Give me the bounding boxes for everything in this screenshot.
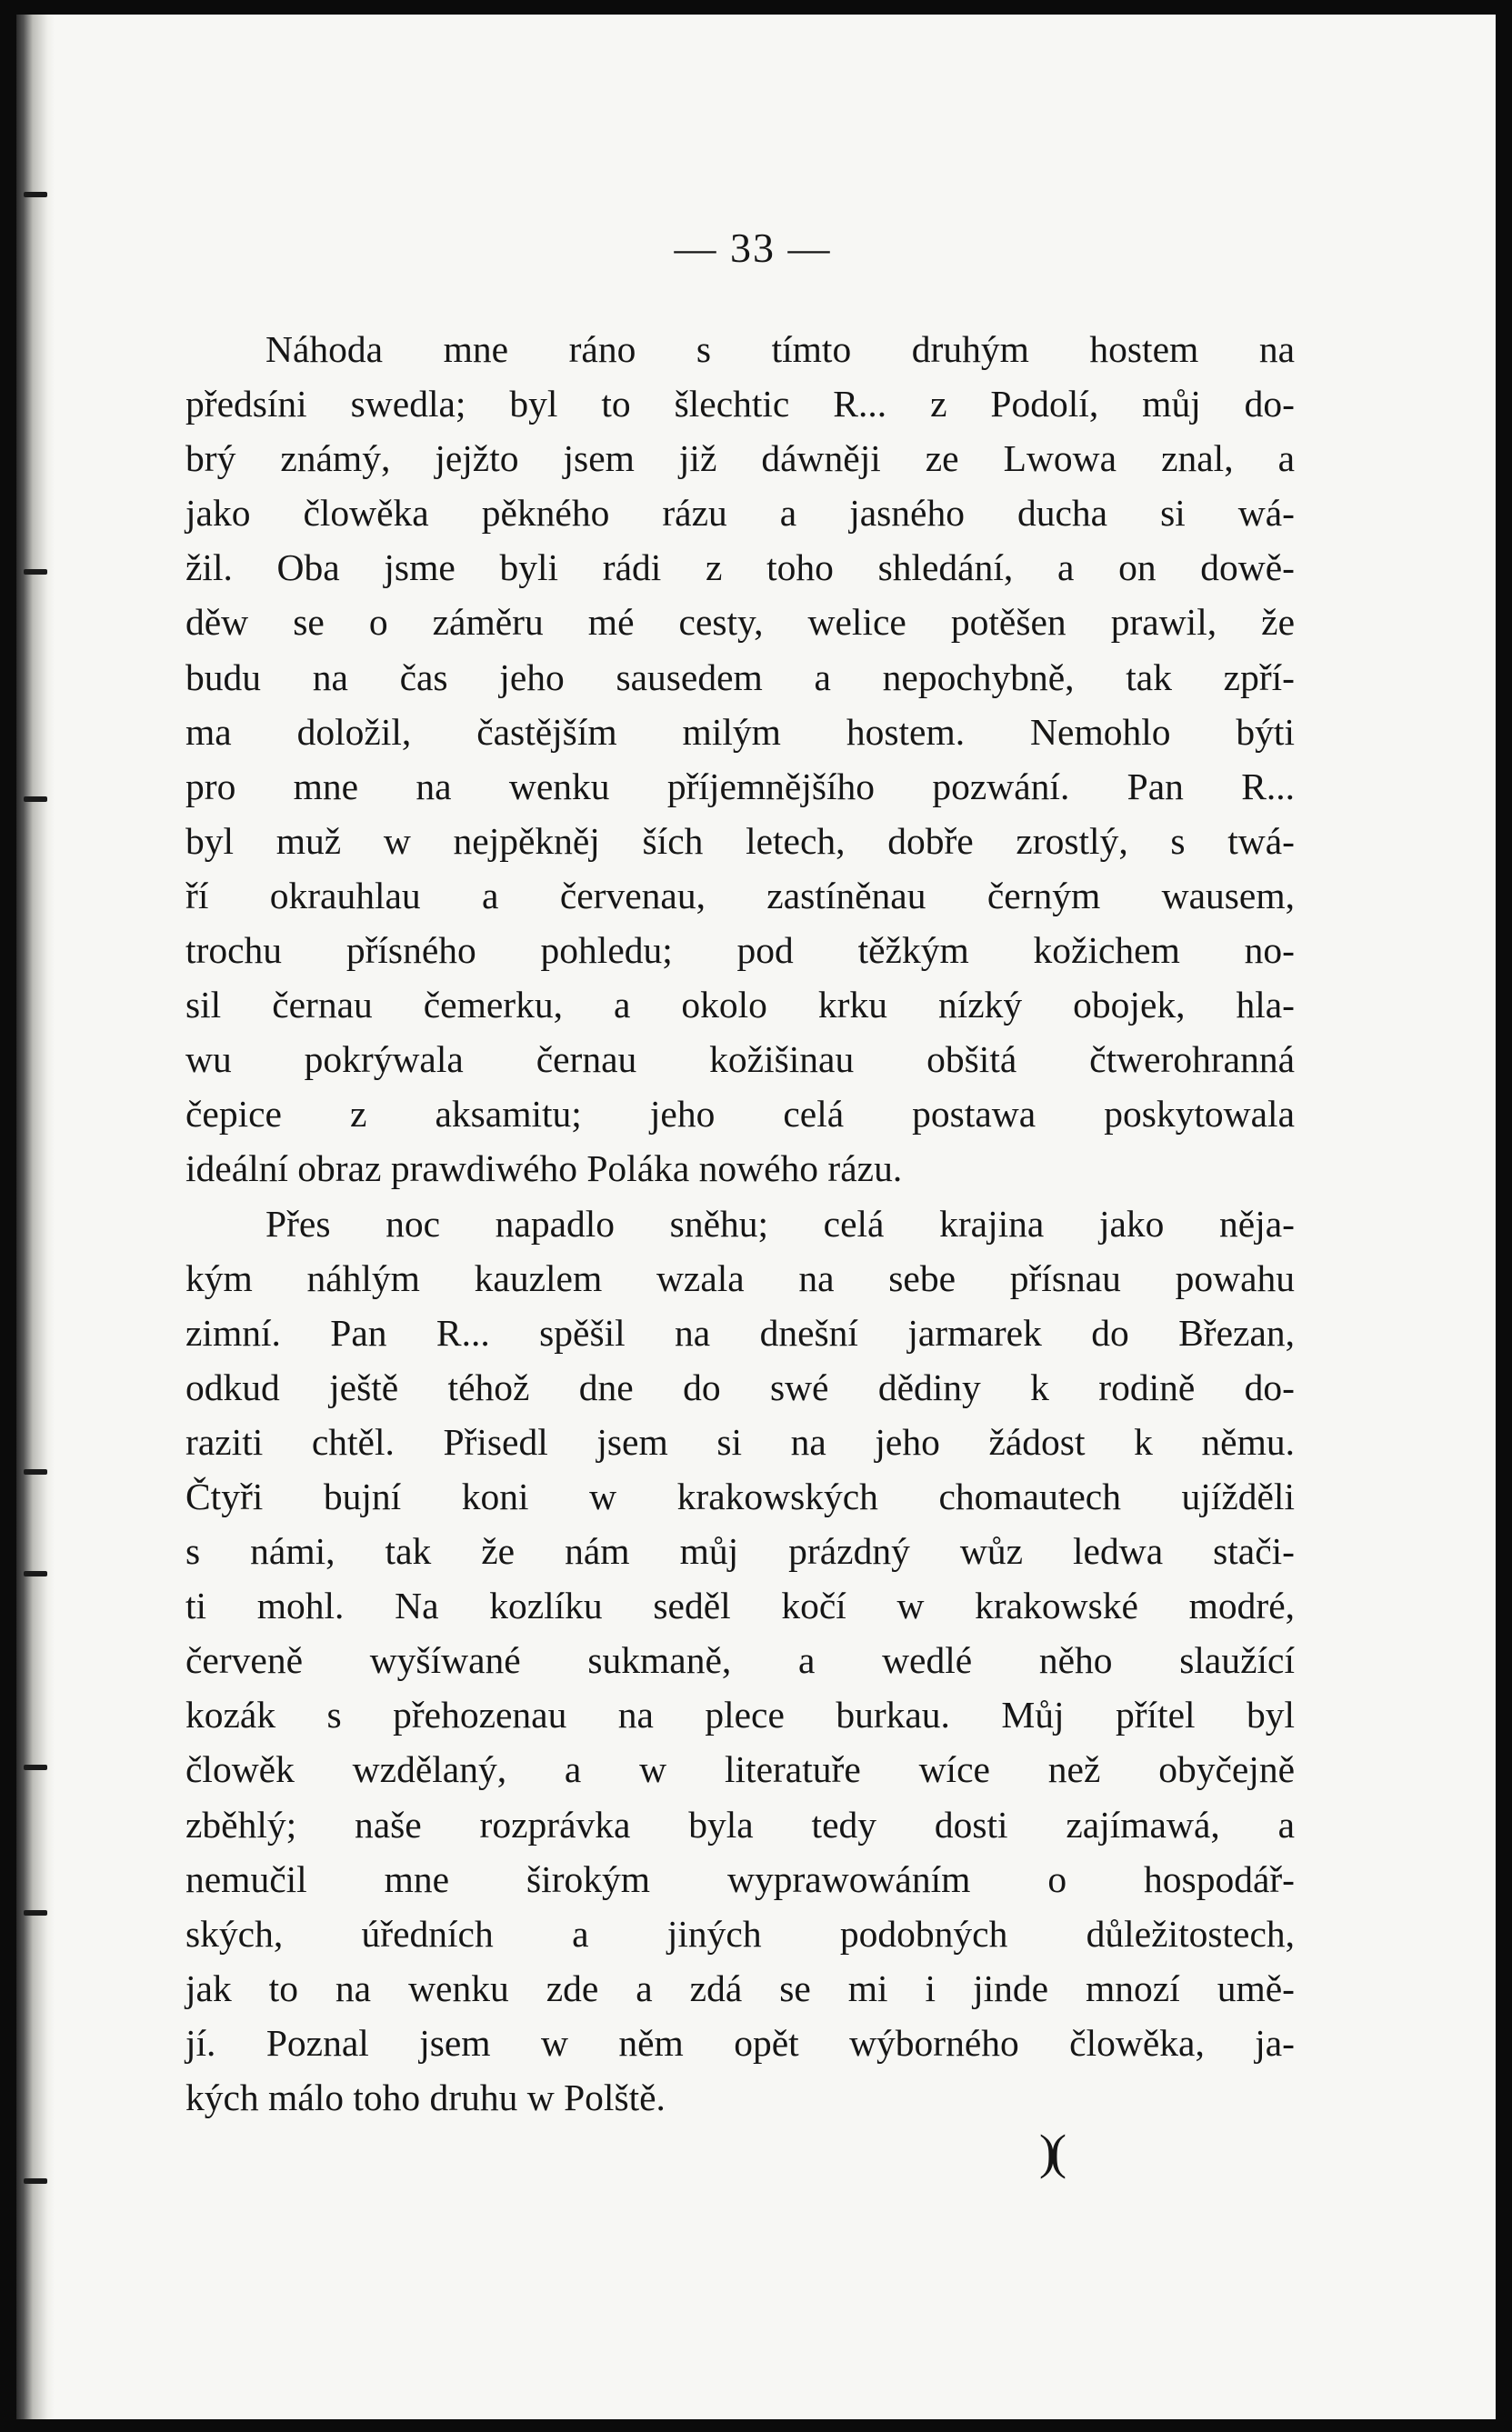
text-line: člowěk wzdělaný, a w literatuře wíce než obyčejně [185, 1748, 1295, 1791]
text-line: kých málo toho druhu w Polště. [185, 2077, 666, 2118]
book-page [16, 15, 1496, 2419]
text-line: děw se o záměru mé cesty, welice potěšen prawil, že [185, 601, 1295, 644]
text-line: jí. Poznal jsem w něm opět wýborného člowěka, ja- [185, 2021, 1295, 2064]
text-line: kým náhlým kauzlem wzala na sebe přísnau powahu [185, 1256, 1295, 1299]
binding-mark [24, 796, 47, 802]
text-line: jak to na wenku zde a zdá se mi i jinde mnozí umě- [185, 1967, 1295, 2009]
paragraph [185, 322, 1295, 1196]
binding-mark [24, 1571, 47, 1576]
binding-mark [24, 192, 47, 197]
text-line: nemučil mne širokým wyprawowáním o hospodář- [185, 1857, 1295, 1900]
text-line: červeně wyšíwané sukmaně, a wedlé něho slaužící [185, 1639, 1295, 1682]
text-line: zimní. Pan R... spěšil na dnešní jarmarek do Březan, [185, 1311, 1295, 1354]
text-line: ma doložil, častějším milým hostem. Nemohlo býti [185, 710, 1295, 753]
text-line: raziti chtěl. Přisedl jsem si na jeho žádost k němu. [185, 1420, 1295, 1463]
text-line: brý známý, jejžto jsem již dáwněji ze Lwowa znal, a [185, 437, 1295, 480]
page-number: — 33 — [674, 225, 832, 271]
end-ornament: )( [1039, 2125, 1061, 2179]
paragraph [185, 1196, 1295, 2126]
binding-mark [24, 569, 47, 575]
text-line: byl muž w nejpěkněj ších letech, dobře zrostlý, s twá- [185, 819, 1295, 862]
text-line: zběhlý; naše rozprávka byla tedy dosti zajímawá, a [185, 1803, 1295, 1846]
text-line: Náhoda mne ráno s tímto druhým hostem na [265, 328, 1295, 370]
binding-mark [24, 1469, 47, 1475]
text-line: jako člowěka pěkného rázu a jasného ducha si wá- [185, 492, 1295, 535]
text-line: trochu přísného pohledu; pod těžkým kožichem no- [185, 929, 1295, 972]
binding-mark [24, 2178, 47, 2184]
text-line: sil černau čemerku, a okolo krku nízký obojek, hla- [185, 984, 1295, 1026]
text-line: odkud ještě téhož dne do swé dědiny k rodině do- [185, 1366, 1295, 1408]
text-line: Přes noc napadlo sněhu; celá krajina jako něja- [265, 1202, 1295, 1245]
text-line: ří okrauhlau a červenau, zastíněnau černým wausem, [185, 874, 1295, 916]
text-line: s námi, tak že nám můj prázdný wůz ledwa stači- [185, 1530, 1295, 1573]
body-text [185, 322, 1295, 2125]
text-line: čepice z aksamitu; jeho celá postawa poskytowala [185, 1093, 1295, 1136]
page-binding-edge [16, 15, 55, 2419]
text-line: pro mne na wenku příjemnějšího pozwání. Pan R... [185, 765, 1295, 807]
text-line: kozák s přehozenau na plece burkau. Můj přítel byl [185, 1694, 1295, 1736]
text-line: ti mohl. Na kozlíku seděl kočí w krakowské modré, [185, 1585, 1295, 1627]
text-line: wu pokrýwala černau kožišinau obšitá čtwerohranná [185, 1038, 1295, 1081]
text-line: předsíni swedla; byl to šlechtic R... z Podolí, můj do- [185, 383, 1295, 425]
binding-mark [24, 1765, 47, 1770]
text-line: Čtyři bujní koni w krakowských chomautech ujížděli [185, 1475, 1295, 1517]
binding-mark [24, 1910, 47, 1916]
text-line: ideální obraz prawdiwého Poláka nowého rázu. [185, 1147, 903, 1190]
text-line: žil. Oba jsme byli rádi z toho shledání, a on dowě- [185, 546, 1295, 589]
text-line: ských, úředních a jiných podobných důležitostech, [185, 1912, 1295, 1955]
text-line: budu na čas jeho sausedem a nepochybně, tak zpří- [185, 656, 1295, 698]
